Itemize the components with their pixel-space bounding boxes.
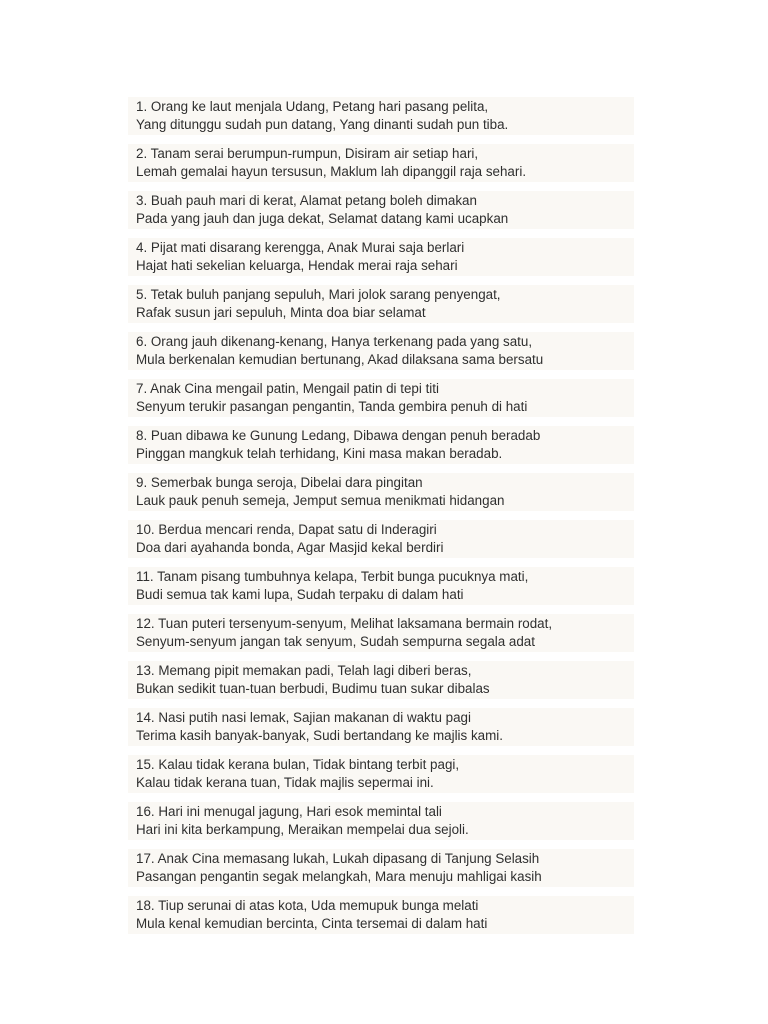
pantun-line-1: 14. Nasi putih nasi lemak, Sajian makanan di waktu pagi	[136, 710, 471, 725]
pantun-line-1: 16. Hari ini menugal jagung, Hari esok memintal tali	[136, 804, 442, 819]
pantun-line-1: 6. Orang jauh dikenang-kenang, Hanya terkenang pada yang satu,	[136, 334, 533, 349]
pantun-6	[128, 332, 634, 370]
pantun-line-2: Hajat hati sekelian keluarga, Hendak merai raja sehari	[136, 258, 458, 273]
pantun-line-1: 15. Kalau tidak kerana bulan, Tidak bintang terbit pagi,	[136, 757, 460, 772]
pantun-line-1: 1. Orang ke laut menjala Udang, Petang hari pasang pelita,	[136, 99, 489, 114]
pantun-line-2: Bukan sedikit tuan-tuan berbudi, Budimu tuan sukar dibalas	[136, 681, 490, 696]
pantun-line-1: 18. Tiup serunai di atas kota, Uda memupuk bunga melati	[136, 898, 479, 913]
pantun-line-1: 5. Tetak buluh panjang sepuluh, Mari jolok sarang penyengat,	[136, 287, 501, 302]
pantun-line-2: Pasangan pengantin segak melangkah, Mara menuju mahligai kasih	[136, 869, 542, 884]
pantun-15	[128, 755, 634, 793]
pantun-11	[128, 567, 634, 605]
pantun-list	[128, 97, 634, 943]
pantun-13	[128, 661, 634, 699]
pantun-line-2: Mula kenal kemudian bercinta, Cinta tersemai di dalam hati	[136, 916, 488, 931]
pantun-line-2: Lemah gemalai hayun tersusun, Maklum lah dipanggil raja sehari.	[136, 164, 527, 179]
pantun-line-1: 7. Anak Cina mengail patin, Mengail patin di tepi titi	[136, 381, 439, 396]
pantun-line-1: 17. Anak Cina memasang lukah, Lukah dipasang di Tanjung Selasih	[136, 851, 540, 866]
pantun-line-1: 3. Buah pauh mari di kerat, Alamat petang boleh dimakan	[136, 193, 477, 208]
pantun-line-2: Yang ditunggu sudah pun datang, Yang dinanti sudah pun tiba.	[136, 117, 509, 132]
pantun-10	[128, 520, 634, 558]
pantun-line-1: 11. Tanam pisang tumbuhnya kelapa, Terbit bunga pucuknya mati,	[136, 569, 529, 584]
pantun-line-2: Doa dari ayahanda bonda, Agar Masjid kekal berdiri	[136, 540, 444, 555]
pantun-12	[128, 614, 634, 652]
pantun-line-1: 10. Berdua mencari renda, Dapat satu di Inderagiri	[136, 522, 437, 537]
pantun-9	[128, 473, 634, 511]
pantun-line-2: Mula berkenalan kemudian bertunang, Akad dilaksana sama bersatu	[136, 352, 544, 367]
pantun-line-1: 12. Tuan puteri tersenyum-senyum, Melihat laksamana bermain rodat,	[136, 616, 553, 631]
pantun-line-2: Senyum terukir pasangan pengantin, Tanda gembira penuh di hati	[136, 399, 528, 414]
pantun-line-2: Rafak susun jari sepuluh, Minta doa biar selamat	[136, 305, 426, 320]
pantun-line-1: 4. Pijat mati disarang kerengga, Anak Murai saja berlari	[136, 240, 465, 255]
pantun-line-2: Lauk pauk penuh semeja, Jemput semua menikmati hidangan	[136, 493, 505, 508]
pantun-line-1: 2. Tanam serai berumpun-rumpun, Disiram air setiap hari,	[136, 146, 479, 161]
pantun-7	[128, 379, 634, 417]
pantun-5	[128, 285, 634, 323]
pantun-line-1: 9. Semerbak bunga seroja, Dibelai dara pingitan	[136, 475, 423, 490]
pantun-3	[128, 191, 634, 229]
pantun-17	[128, 849, 634, 887]
pantun-4	[128, 238, 634, 276]
pantun-1	[128, 97, 634, 135]
pantun-line-1: 13. Memang pipit memakan padi, Telah lagi diberi beras,	[136, 663, 472, 678]
pantun-line-2: Budi semua tak kami lupa, Sudah terpaku di dalam hati	[136, 587, 464, 602]
pantun-16	[128, 802, 634, 840]
pantun-line-1: 8. Puan dibawa ke Gunung Ledang, Dibawa dengan penuh beradab	[136, 428, 541, 443]
pantun-8	[128, 426, 634, 464]
pantun-2	[128, 144, 634, 182]
pantun-line-2: Kalau tidak kerana tuan, Tidak majlis sepermai ini.	[136, 775, 434, 790]
pantun-line-2: Pinggan mangkuk telah terhidang, Kini masa makan beradab.	[136, 446, 503, 461]
pantun-line-2: Pada yang jauh dan juga dekat, Selamat datang kami ucapkan	[136, 211, 509, 226]
pantun-18	[128, 896, 634, 934]
pantun-line-2: Terima kasih banyak-banyak, Sudi bertandang ke majlis kami.	[136, 728, 503, 743]
pantun-14	[128, 708, 634, 746]
pantun-line-2: Hari ini kita berkampung, Meraikan mempelai dua sejoli.	[136, 822, 469, 837]
pantun-line-2: Senyum-senyum jangan tak senyum, Sudah sempurna segala adat	[136, 634, 535, 649]
